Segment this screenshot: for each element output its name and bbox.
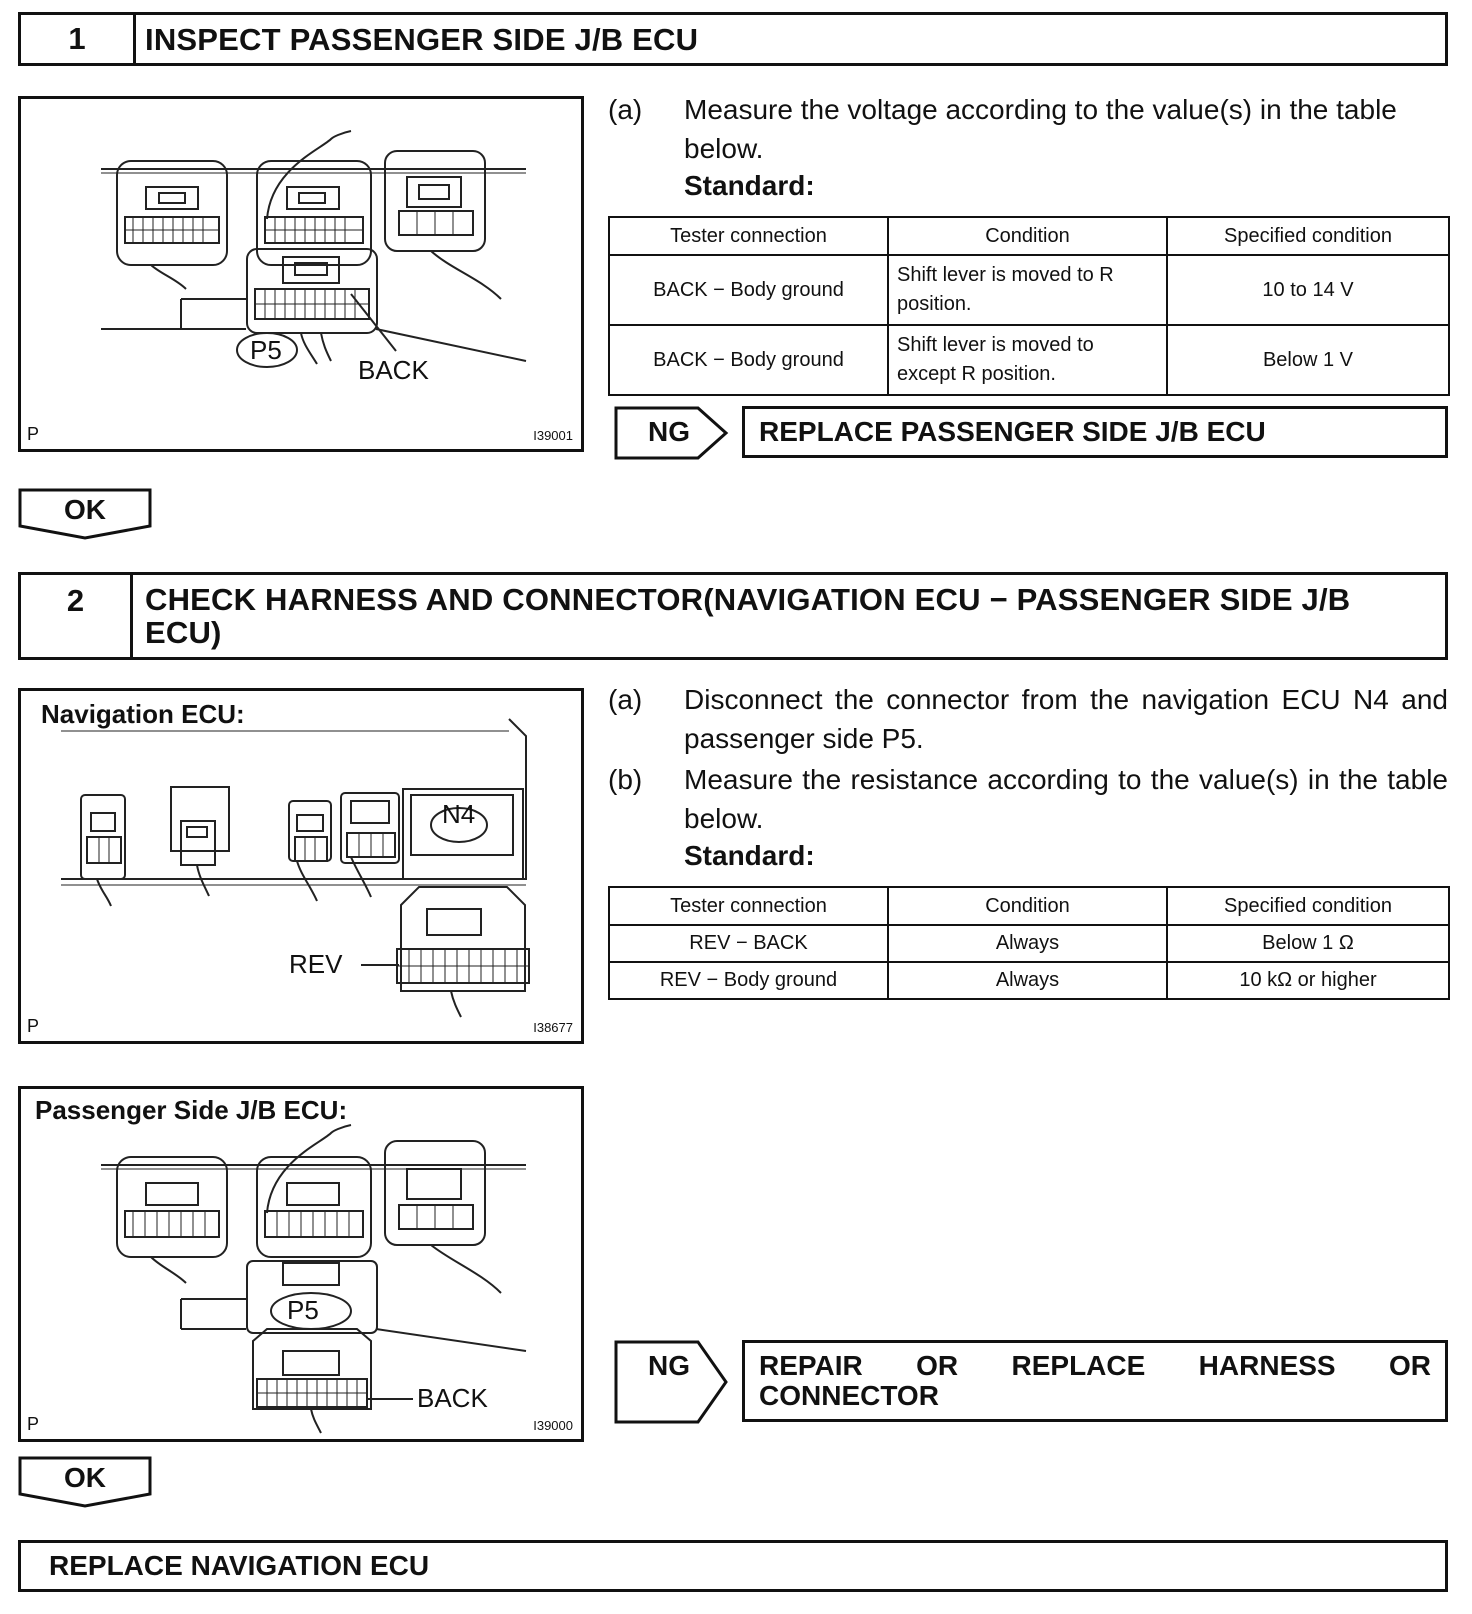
table-header-row: [609, 217, 1449, 255]
instruction-text: Disconnect the connector from the navigation ECU N4 and passenger side P5.: [684, 684, 1448, 754]
voltage-spec-table: [608, 216, 1450, 396]
table-header-row: [609, 887, 1449, 925]
step-2-instruction-a: [608, 680, 1448, 760]
ng-label: NG: [648, 1350, 690, 1381]
cell-condition: Always: [888, 962, 1167, 999]
ok-label: OK: [64, 1462, 106, 1493]
figure-i38677: [18, 688, 584, 1044]
ok-label: OK: [64, 494, 106, 525]
step-2-instruction-b: [608, 760, 1448, 840]
ng-result-box: REPAIR OR REPLACE HARNESS OR CONNECTOR: [742, 1340, 1448, 1422]
ng-label: NG: [648, 416, 690, 447]
ok-branch-step2: [18, 1456, 152, 1506]
connector-illustration-jb-ecu: [21, 1089, 584, 1442]
header-tester-connection: Tester connection: [609, 887, 888, 925]
cell-specified-condition: Below 1 Ω: [1167, 925, 1449, 962]
figure-corner-mark: P: [27, 424, 40, 444]
connector-illustration-nav-ecu: [21, 691, 584, 1044]
cell-tester-connection: BACK − Body ground: [609, 255, 888, 325]
resistance-spec-table: [608, 886, 1450, 1000]
header-condition: Condition: [888, 887, 1167, 925]
terminal-label-rev: REV: [289, 949, 343, 979]
cell-specified-condition: 10 to 14 V: [1167, 255, 1449, 325]
connector-label-p5: P5: [250, 335, 282, 365]
standard-label: Standard:: [684, 840, 815, 871]
step-2-title: CHECK HARNESS AND CONNECTOR(NAVIGATION ECU − PASSENGER SIDE J/B ECU): [145, 582, 1351, 650]
header-specified-condition: Specified condition: [1167, 887, 1449, 925]
connector-label-p5: P5: [287, 1295, 319, 1325]
final-action-box: REPLACE NAVIGATION ECU: [18, 1540, 1448, 1592]
header-tester-connection: Tester connection: [609, 217, 888, 255]
cell-condition: Shift lever is moved to R position.: [888, 255, 1167, 325]
figure-corner-mark: P: [27, 1016, 40, 1036]
table-row: [609, 925, 1449, 962]
header-condition: Condition: [888, 217, 1167, 255]
instruction-marker: (a): [608, 684, 643, 715]
step-1-header: [18, 12, 1448, 66]
cell-tester-connection: REV − BACK: [609, 925, 888, 962]
figure-caption-navigation-ecu: Navigation ECU:: [41, 699, 245, 729]
ng-branch-step2: [614, 1340, 1448, 1424]
instruction-text: Measure the resistance according to the value(s) in the table below.: [684, 764, 1448, 834]
figure-id: I38677: [533, 1020, 573, 1035]
cell-condition: Shift lever is moved to except R position.: [888, 325, 1167, 395]
header-specified-condition: Specified condition: [1167, 217, 1449, 255]
step-1-number: 1: [21, 15, 136, 63]
cell-specified-condition: 10 kΩ or higher: [1167, 962, 1449, 999]
figure-id: I39000: [533, 1418, 573, 1433]
terminal-label-back: BACK: [417, 1383, 488, 1413]
step-2-header: [18, 572, 1448, 660]
figure-caption-passenger-side-jb-ecu: Passenger Side J/B ECU:: [35, 1095, 348, 1125]
cell-tester-connection: BACK − Body ground: [609, 325, 888, 395]
figure-i39000: [18, 1086, 584, 1442]
instruction-marker: (a): [608, 94, 643, 125]
connector-illustration-step1: [21, 99, 584, 452]
terminal-label-back: BACK: [358, 355, 429, 385]
cell-specified-condition: Below 1 V: [1167, 325, 1449, 395]
table-row: [609, 962, 1449, 999]
table-row: [609, 255, 1449, 325]
step-2-number: 2: [21, 575, 133, 657]
figure-corner-mark: P: [27, 1414, 40, 1434]
step-1-title: INSPECT PASSENGER SIDE J/B ECU: [145, 21, 699, 57]
figure-id: I39001: [533, 428, 573, 443]
ok-branch-step1: [18, 488, 152, 538]
table-row: [609, 325, 1449, 395]
instruction-text: Measure the voltage according to the value(s) in the table below.: [684, 94, 1397, 164]
standard-label: Standard:: [684, 170, 815, 201]
connector-label-n4: N4: [442, 799, 476, 829]
ng-result-box: REPLACE PASSENGER SIDE J/B ECU: [742, 406, 1448, 458]
instruction-marker: (b): [608, 764, 643, 795]
cell-condition: Always: [888, 925, 1167, 962]
figure-i39001: [18, 96, 584, 452]
step-1-instruction-a: [608, 90, 1448, 170]
ng-branch-step1: [614, 406, 1448, 460]
cell-tester-connection: REV − Body ground: [609, 962, 888, 999]
